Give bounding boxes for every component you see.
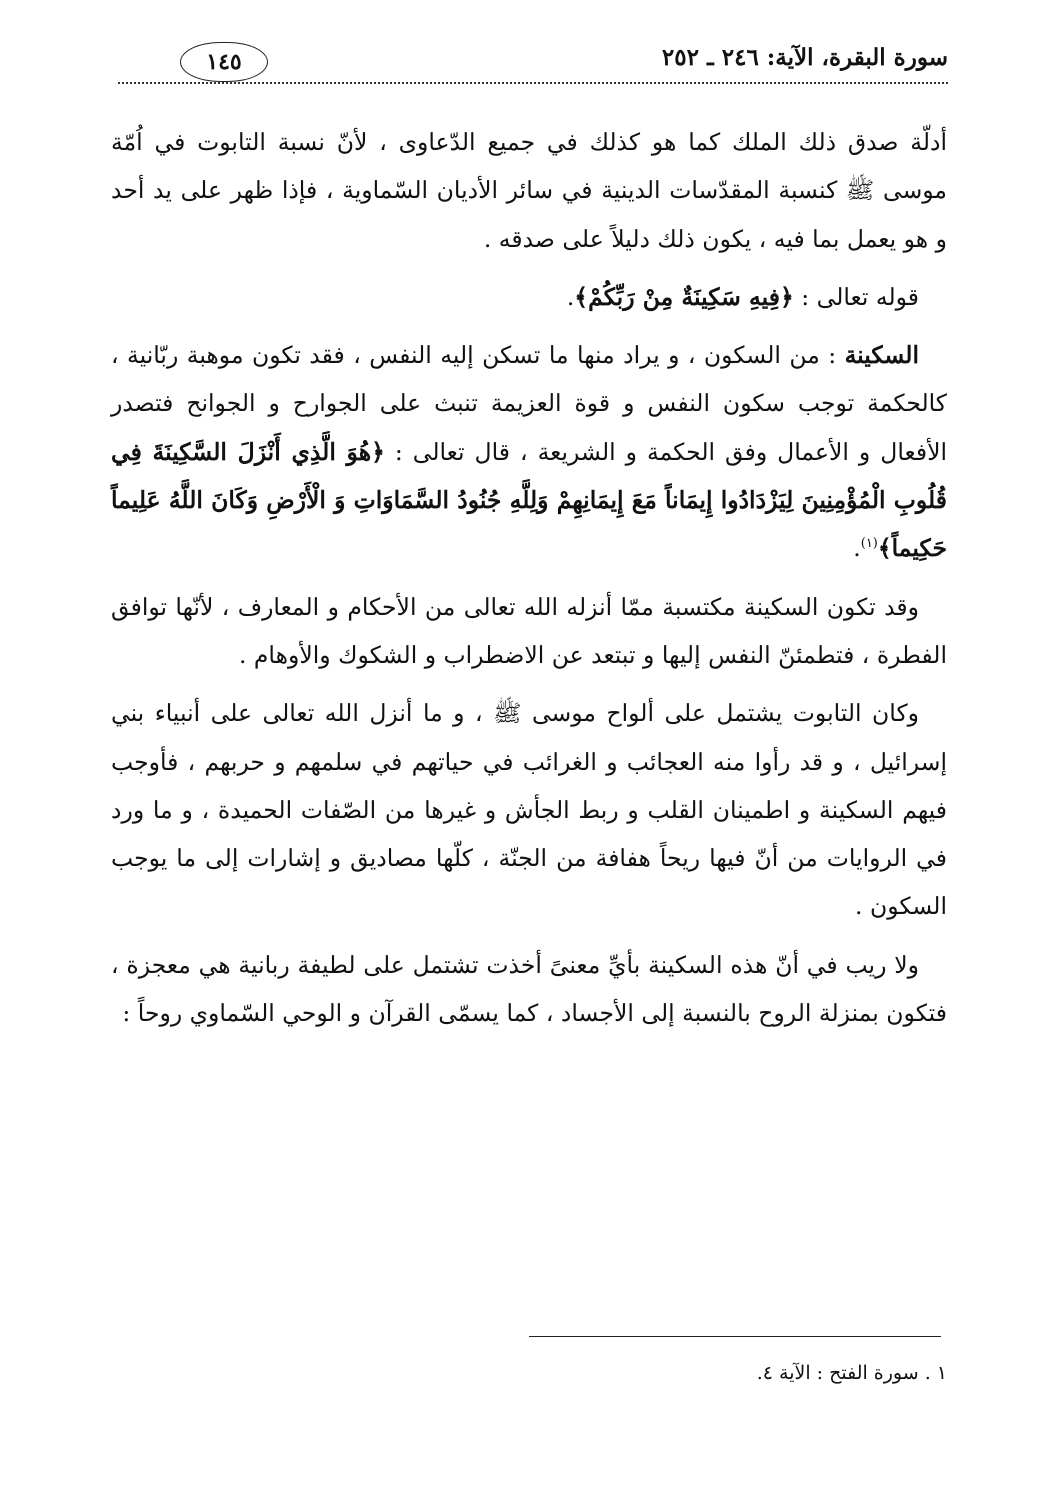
text-span: . (853, 534, 861, 563)
paragraph (111, 331, 947, 572)
page-number-badge: ١٤٥ (180, 42, 268, 82)
bold-text: ﴿هُوَ الَّذِي أَنْزَلَ السَّكِينَةَ فِي قُلُوبِ الْمُؤْمِنِينَ لِيَزْدَادُوا إِيمَاناً مَعَ إِيمَانِهِمْ وَلِلَّهِ جُنُودُ السَّمَاوَاتِ وَ الْأَرْضِ وَكَانَ اللَّهُ عَلِيماً حَكِيماً﴾ (111, 437, 947, 563)
text-span: ولا ريب في أنّ هذه السكينة بأيِّ معنىً أخذت تشتمل على لطيفة ربانية هي معجزة ، فتكون بمنزلة الروح بالنسبة إلى الأجساد ، كما يسمّى القرآن و الوحي السّماوي روحاً : (111, 950, 947, 1028)
paragraph (111, 941, 947, 1038)
text-span: : من السكون ، و يراد منها ما تسكن إليه النفس ، فقد تكون موهبة ربّانية ، كالحكمة توجب سكون النفس و قوة العزيمة تنبث على الجوارح و الجوانح فتصدر الأفعال و الأعمال وفق الحكمة و الشريعة ، قال تعالى : (111, 341, 947, 466)
bold-text: ﴿فِيهِ سَكِينَةٌ مِنْ رَبِّكُمْ﴾ (574, 282, 794, 311)
footnote-reference: (١) (860, 536, 878, 552)
text-span: أدلّة صدق ذلك الملك كما هو كذلك في جميع الدّعاوى ، لأنّ نسبة التابوت في اُمّة موسى ﷺ كنسبة المقدّسات الدينية في سائر الأديان السّماوية ، فإذا ظهر على يد أحد و هو يعمل بما فيه ، يكون ذلك دليلاً على صدقه . (111, 128, 947, 253)
paragraph (111, 273, 947, 321)
text-span: وكان التابوت يشتمل على ألواح موسى ﷺ ، و ما أنزل الله تعالى على أنبياء بني إسرائيل ، و قد رأوا منه العجائب و الغرائب في حياتهم في سلمهم و حربهم ، فأوجب فيهم السكينة و اطمينان القلب و ربط الجأش و غيرها من الصّفات الحميدة ، و ما ورد في الروايات من أنّ فيها ريحاً هفافة من الجنّة ، كلّها مصاديق و إشارات إلى ما يوجب السكون . (111, 699, 947, 921)
text-span: قوله تعالى : (793, 282, 919, 311)
body-text (111, 118, 947, 1047)
text-span: . (566, 282, 575, 311)
footnote: ١ . سورة الفتح : الآية ٤. (756, 1362, 947, 1384)
bold-text: السكينة (844, 341, 919, 370)
running-title: سورة البقرة، الآية: ٢٤٦ ـ ٢٥٢ (661, 44, 948, 71)
paragraph (111, 689, 947, 930)
text-span: وقد تكون السكينة مكتسبة ممّا أنزله الله تعالى من الأحكام و المعارف ، لأنّها توافق الفطرة ، فتطمئنّ النفس إليها و تبتعد عن الاضطراب و الشكوك والأوهام . (111, 592, 947, 669)
paragraph (111, 583, 947, 680)
footnote-separator (529, 1336, 941, 1337)
page-header (118, 42, 948, 86)
paragraph (111, 118, 947, 263)
header-dotted-rule (118, 82, 948, 84)
